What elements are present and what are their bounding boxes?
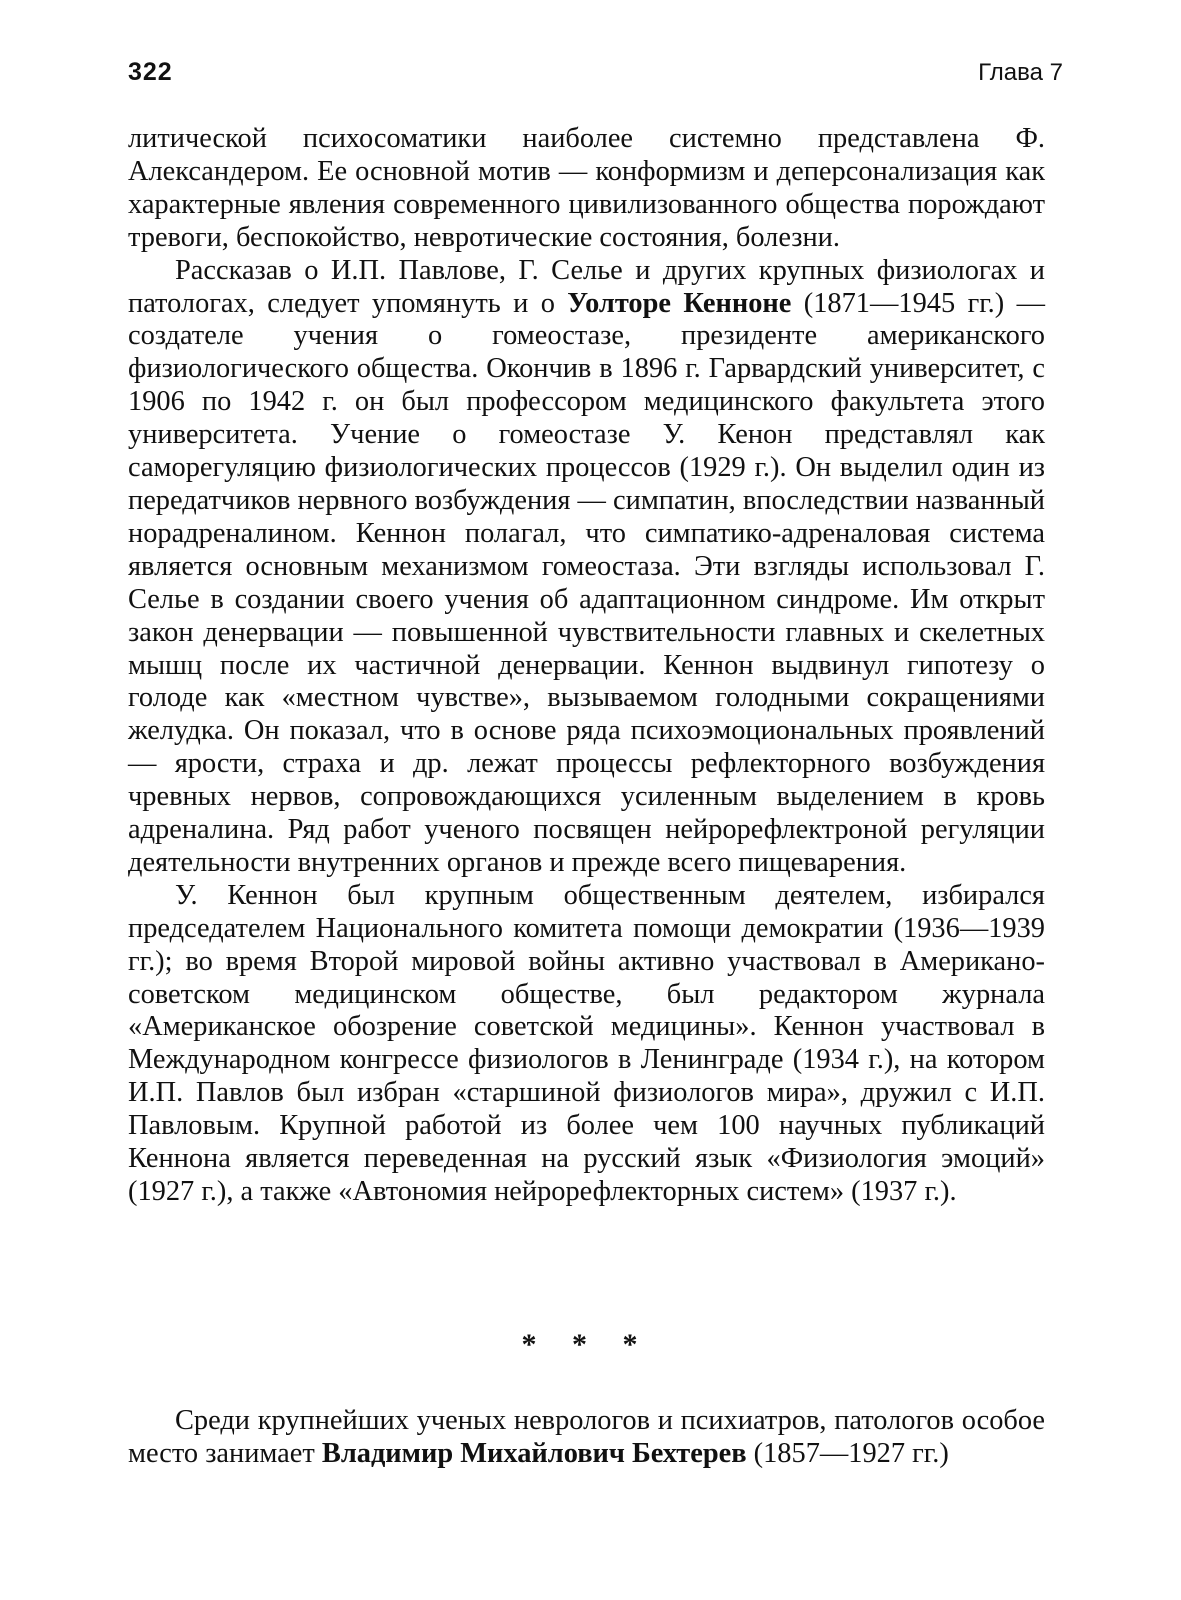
paragraph-3-text: У. Кеннон был крупным общественным деятелем, избирался председателем Национального комитета помощи демократии (1936—1939 гг.); во время Второй мировой войны активно участвовал в Американо-советском медицинском обществе, был редактором журнала «Американское обозрение советской медицины». Кеннон участвовал в Международном конгрессе физиологов в Ленинграде (1934 г.), на котором И.П. Павлов был избран «старшиной физиологов мира», дружил с И.П. Павловым. Крупной работой из более чем 100 научных публикаций Кеннона является переведенная на русский язык «Физиология эмоций» (1927 г.), а также «Автономия нейрорефлекторных систем» (1937 г.). bbox=[128, 879, 1045, 1207]
page-header bbox=[128, 58, 1063, 98]
paragraph-1-text: литической психосоматики наиболее системно представлена Ф. Александером. Ее основной мотив — конформизм и деперсонализация как характерные явления современного цивилизованного общества порождают тревоги, беспокойство, невротические состояния, болезни. bbox=[128, 123, 1045, 253]
paragraph-4-text-after: (1857—1927 гг.) bbox=[746, 1438, 949, 1469]
section-separator: * * * bbox=[521, 1328, 652, 1361]
page-number: 322 bbox=[128, 58, 173, 86]
paragraph-cannon-public bbox=[128, 880, 1045, 1209]
paragraph-4 bbox=[128, 1404, 1045, 1470]
paragraph-continuation bbox=[128, 123, 1045, 255]
person-name-bekhterev: Владимир Михайлович Бехтерев bbox=[321, 1438, 747, 1469]
person-name-cannon: Уолторе Кенноне bbox=[567, 287, 792, 319]
paragraph-2-text-before: Рассказав о И.П. Павлове, Г. Селье и других крупных физиологах и патологах, следует упомянуть и о bbox=[128, 254, 1045, 319]
paragraph-2-text-after: (1871—1945 гг.) — создателе учения о гомеостазе, президенте американского физиологического общества. Окончив в 1896 г. Гарвардский университет, с 1906 по 1942 г. он был профессором медицинского факультета этого университета. Учение о гомеостазе У. Кенон представлял как саморегуляцию физиологических процессов (1929 г.). Он выделил один из передатчиков нервного возбуждения — симпатин, впоследствии названный норадреналином. Кеннон полагал, что симпатико-адреналовая система является основным механизмом гомеостаза. Эти взгляды использовал Г. Селье в создании своего учения об адаптационном синдроме. Им открыт закон денервации — повышенной чувствительности главных и скелетных мышц после их частичной денервации. Кеннон выдвинул гипотезу о голоде как «местном чувстве», вызываемом голодными сокращениями желудка. Он показал, что в основе ряда психоэмоциональных проявлений — ярости, страха и др. лежат процессы рефлекторного возбуждения чревных нервов, сопровождающихся усиленным выделением в кровь адреналина. Ряд работ ученого посвящен нейрорефлектроной регуляции деятельности внутренних органов и прежде всего пищеварения. bbox=[128, 287, 1045, 878]
paragraph-cannon bbox=[128, 255, 1045, 880]
running-head: Глава 7 bbox=[978, 59, 1063, 86]
paragraph-bekhterev bbox=[128, 1404, 1045, 1470]
main-text bbox=[128, 123, 1045, 1209]
paragraph-4-text-before: Среди крупнейших ученых неврологов и психиатров, патологов особое место занимает bbox=[128, 1405, 1045, 1469]
